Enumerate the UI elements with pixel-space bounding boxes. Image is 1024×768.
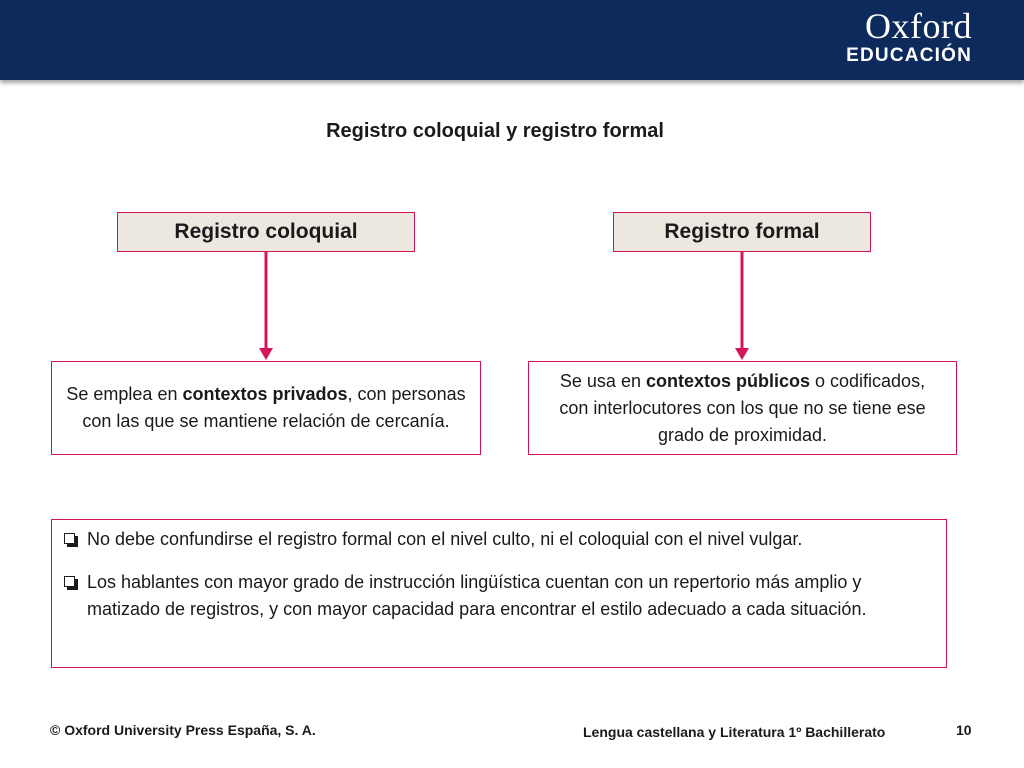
checkbox-icon [64,533,75,544]
description-text-start: Se usa en [559,370,646,391]
heading-label: Registro formal [664,220,820,243]
footer-copyright: © Oxford University Press España, S. A. [50,722,316,738]
arrow-down-icon [259,252,273,360]
logo-educacion-text: EDUCACIÓN [846,45,972,66]
description-text-bold: contextos privados [182,384,348,404]
heading-label: Registro coloquial [174,220,358,243]
note-item [62,526,932,553]
description-text [66,381,466,435]
footer-course: Lengua castellana y Literatura 1º Bachillerato [583,724,886,740]
page-number: 10 [956,722,972,738]
note-text: No debe confundirse el registro formal con el nivel culto, ni el coloquial con el nivel vulgar. [87,529,803,549]
note-item [62,569,932,623]
description-text-end: o codificados, con interlocutores con los que no se tiene ese grado de proximidad. [559,370,926,445]
checkbox-icon [64,576,75,587]
note-text: Los hablantes con mayor grado de instrucción lingüística cuentan con un repertorio más amplio y matizado de registros, y con mayor capacidad para encontrar el estilo adecuado a cada situación. [87,572,867,619]
description-text [543,368,942,449]
description-text-end: , con personas con las que se mantiene relación de cercanía. [82,384,466,431]
description-text-bold: contextos públicos [645,370,810,391]
notes-box [51,519,947,668]
description-coloquial [51,361,481,455]
description-formal [528,361,957,455]
slide-title: Registro coloquial y registro formal [326,120,664,142]
arrow-down-icon [735,252,749,360]
description-text-start: Se emplea en [66,384,183,404]
logo-oxford-text: Oxford [865,6,972,46]
